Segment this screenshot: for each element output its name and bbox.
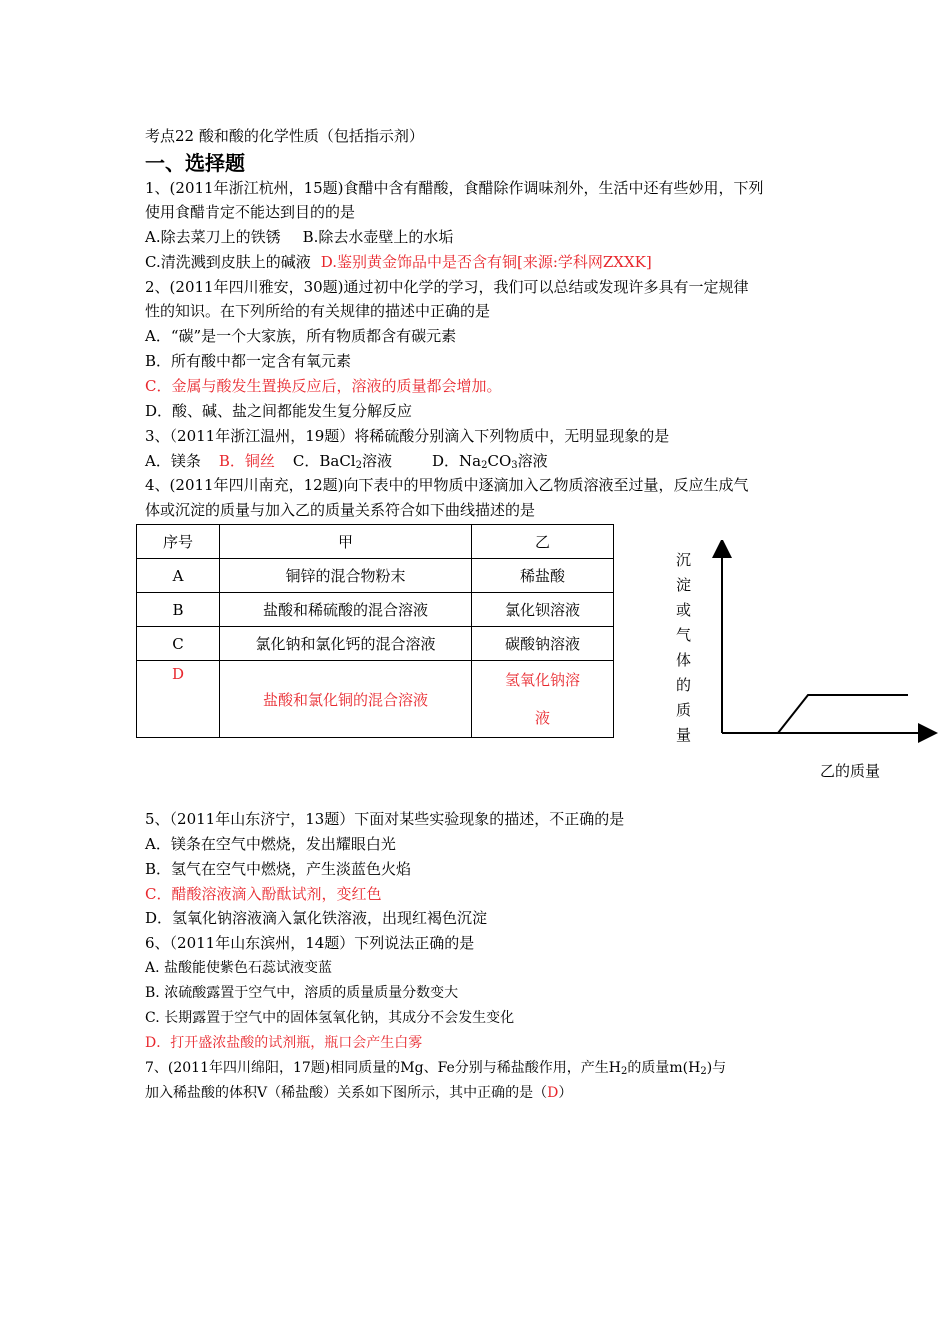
q3-option-d: D．$Na_2CO_3$溶液 [431,452,548,471]
table-cell: 氯化钠和氯化钙的混合溶液 [220,627,472,661]
q5-option-c-answer: C．醋酸溶液滴入酚酞试剂，变红色 [145,885,382,903]
table-cell: A [137,559,220,593]
q4-stem-line2: 体或沉淀的质量与加入乙的质量关系符合如下曲线描述的是 [145,501,536,519]
table-cell: 氢氧化钠溶 液 [472,661,614,738]
graph-y-label: 沉 淀 或 气 体 的 质 量 [676,551,692,744]
table-row [137,559,614,593]
q1-stem-line2: 使用食醋肯定不能达到目的的是 [145,203,356,221]
q1-option-d-answer: D.鉴别黄金饰品中是否含有铜[来源:学科网ZXXK] [320,253,652,271]
table-cell: C [137,627,220,661]
table-header-row [137,525,614,559]
q6-option-c: C. 长期露置于空气中的固体氢氧化钠，其成分不会发生变化 [145,1010,515,1026]
q7-stem-line1: 7、(2011年四川绵阳，17题)相同质量的Mg、Fe分别与稀盐酸作用，产生$H_2$的质量$m(H_2)$与 [145,1060,727,1077]
q4-curve-graph [660,540,940,790]
q5-option-b: B．氢气在空气中燃烧，产生淡蓝色火焰 [145,860,412,878]
graph-x-label: 乙的质量 [820,762,881,780]
q1-stem-line1: 1、(2011年浙江杭州，15题)食醋中含有醋酸，食醋除作调味剂外，生活中还有些妙用，下列 [145,179,764,197]
q4-stem-line1: 4、(2011年四川南充，12题)向下表中的甲物质中逐滴加入乙物质溶液至过量，反应生成气 [145,476,749,494]
table-cell: B [137,593,220,627]
section-heading: 一、选择题 [145,151,245,175]
q6-option-d-answer: D．打开盛浓盐酸的试剂瓶，瓶口会产生白雾 [145,1035,423,1051]
q7-answer: D [547,1085,559,1101]
curve-line [778,695,908,733]
table-cell: 碳酸钠溶液 [472,627,614,661]
q2-stem-line2: 性的知识。在下列所给的有关规律的描述中正确的是 [145,302,491,320]
q2-option-d: D．酸、碱、盐之间都能发生复分解反应 [145,402,413,420]
q2-option-b: B．所有酸中都一定含有氧元素 [145,352,352,370]
q6-option-a: A. 盐酸能使紫色石蕊试液变蓝 [145,960,333,976]
q3-option-c: C．BaCl$_2$溶液 [292,452,392,471]
table-header-cell: 序号 [137,525,220,559]
table-cell: D [137,661,220,738]
q1-option-c: C.清洗溅到皮肤上的碱液 [145,253,311,271]
table-row [137,627,614,661]
q3-option-b-answer: B．铜丝 [218,452,275,470]
q5-stem: 5、（2011年山东济宁，13题）下面对某些实验现象的描述，不正确的是 [145,810,625,828]
q2-option-a: A．“碳”是一个大家族，所有物质都含有碳元素 [145,327,457,345]
q7-stem-line2: 加入稀盐酸的体积V（稀盐酸）关系如下图所示，其中正确的是（D） [145,1085,573,1101]
table-row-answer [137,661,614,738]
q3-stem: 3、（2011年浙江温州，19题）将稀硫酸分别滴入下列物质中，无明显现象的是 [145,427,670,445]
q1-options-ab [145,227,453,247]
q2-option-c-answer: C．金属与酸发生置换反应后，溶液的质量都会增加。 [145,377,502,395]
q5-option-a: A．镁条在空气中燃烧，发出耀眼白光 [145,835,396,853]
q6-stem: 6、（2011年山东滨州，14题）下列说法正确的是 [145,934,475,952]
q2-stem-line1: 2、(2011年四川雅安，30题)通过初中化学的学习，我们可以总结或发现许多具有一定规律 [145,278,749,296]
table-header-cell: 甲 [220,525,472,559]
q4-table [136,524,614,738]
q6-option-b: B. 浓硫酸露置于空气中，溶质的质量质量分数变大 [145,985,459,1001]
q1-option-a: A.除去菜刀上的铁锈 [145,228,281,246]
q5-option-d: D．氢氧化钠溶液滴入氯化铁溶液，出现红褐色沉淀 [145,909,488,927]
table-cell: 氯化钡溶液 [472,593,614,627]
topic-title: 考点22 酸和酸的化学性质（包括指示剂） [145,127,424,145]
table-header-cell: 乙 [472,525,614,559]
table-cell: 铜锌的混合物粉末 [220,559,472,593]
q3-options [145,451,548,471]
table-cell: 盐酸和稀硫酸的混合溶液 [220,593,472,627]
table-cell: 盐酸和氯化铜的混合溶液 [220,661,472,738]
table-cell: 稀盐酸 [472,559,614,593]
table-row [137,593,614,627]
q1-option-b: B.除去水壶壁上的水垢 [302,228,454,246]
q3-option-a: A．镁条 [145,452,201,470]
q1-options-cd [145,252,652,272]
